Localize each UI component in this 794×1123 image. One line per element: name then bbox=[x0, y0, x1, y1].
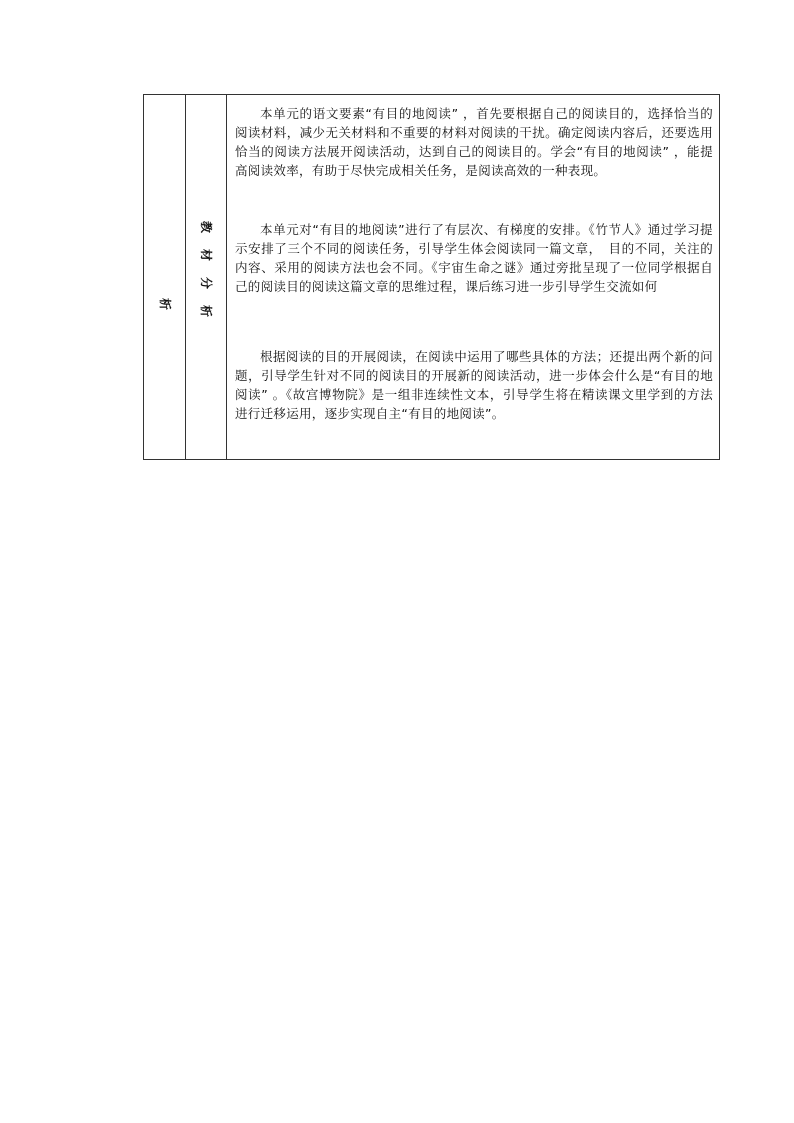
paragraph-3: 根据阅读的目的开展阅读，在阅读中运用了哪些具体的方法；还提出两个新的问题，引导学生针对不同的阅读目的开展新的阅读活动，进一步体会什么是“有目的地阅读” 。《故宫博物院》是一组非连续性文本，引导学生将在精读课文里学到的方法进行迁移运用，逐步实现自主“有目的地阅读”。 bbox=[235, 349, 713, 421]
inner-label-char-1: 教 bbox=[199, 220, 213, 234]
inner-label-cell bbox=[186, 95, 227, 459]
content-cell bbox=[227, 95, 719, 459]
paragraph-2: 本单元对“有目的地阅读”进行了有层次、有梯度的安排。《竹节人》通过学习提示安排了三个不同的阅读任务，引导学生体会阅读同一篇文章， 目的不同，关注的内容、采用的阅读方法也会不同。《宇宙生命之谜》通过旁批呈现了一位同学根据自己的阅读目的阅读这篇文章的思维过程，课后练习进一步引导学生交流如何 bbox=[235, 222, 713, 294]
inner-label-char-2: 材 bbox=[199, 248, 213, 262]
inner-label-char-3: 分 bbox=[199, 276, 213, 290]
inner-label-char-4: 析 bbox=[199, 304, 213, 318]
outer-label-cell bbox=[144, 95, 186, 459]
content-body bbox=[227, 95, 719, 459]
analysis-table bbox=[143, 94, 720, 460]
paragraph-1: 本单元的语文要素“有目的地阅读” ，首先要根据自己的阅读目的，选择恰当的阅读材料，减少无关材料和不重要的材料对阅读的干扰。确定阅读内容后，还要选用恰当的阅读方法展开阅读活动，达到自己的阅读目的。学会“有目的地阅读” ，能提高阅读效率，有助于尽快完成相关任务，是阅读高效的一种表现。 bbox=[235, 106, 713, 178]
outer-label: 析 bbox=[157, 297, 172, 311]
